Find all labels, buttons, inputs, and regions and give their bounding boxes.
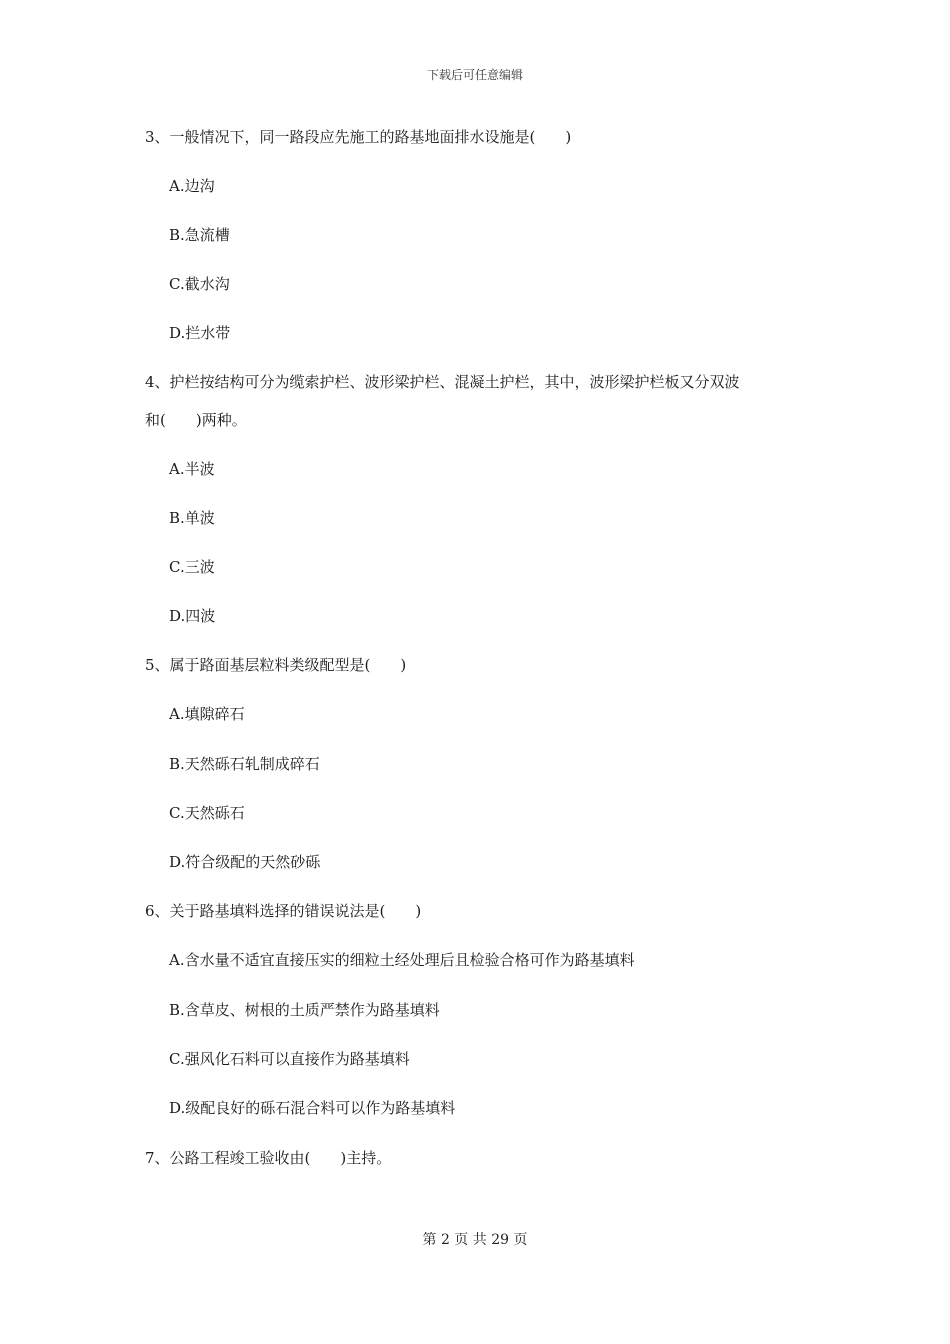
- question-6-stem: 6、关于路基填料选择的错误说法是( ): [145, 902, 422, 920]
- question-5-stem: 5、属于路面基层粒料类级配型是( ): [145, 656, 407, 674]
- question-3-option-a: A.边沟: [169, 177, 215, 195]
- question-4-stem-continued: 和( )两种。: [145, 411, 247, 429]
- question-6-option-d: D.级配良好的砾石混合料可以作为路基填料: [169, 1099, 456, 1117]
- question-5-option-d: D.符合级配的天然砂砾: [169, 853, 321, 871]
- question-5-option-b: B.天然砾石轧制成碎石: [169, 755, 320, 773]
- question-3-stem: 3、一般情况下，同一路段应先施工的路基地面排水设施是( ): [145, 128, 572, 146]
- page-header: 下载后可任意编辑: [426, 68, 523, 82]
- question-6-option-c: C.强风化石料可以直接作为路基填料: [169, 1050, 410, 1068]
- question-7-stem: 7、公路工程竣工验收由( )主持。: [145, 1149, 392, 1167]
- question-5-option-c: C.天然砾石: [169, 804, 245, 822]
- question-4-option-b: B.单波: [169, 509, 215, 527]
- question-3-option-c: C.截水沟: [169, 275, 230, 293]
- question-4-option-c: C.三波: [169, 558, 215, 576]
- question-6-option-a: A.含水量不适宜直接压实的细粒土经处理后且检验合格可作为路基填料: [169, 951, 635, 969]
- question-4-stem: 4、护栏按结构可分为缆索护栏、波形梁护栏、混凝土护栏，其中，波形梁护栏板又分双波: [145, 373, 740, 391]
- question-4-option-a: A.半波: [169, 460, 215, 478]
- question-3-option-b: B.急流槽: [169, 226, 230, 244]
- question-5-option-a: A.填隙碎石: [169, 705, 245, 723]
- question-3-option-d: D.拦水带: [169, 324, 231, 342]
- page-footer: 第 2 页 共 29 页: [422, 1232, 528, 1248]
- question-4-option-d: D.四波: [169, 607, 216, 625]
- question-6-option-b: B.含草皮、树根的土质严禁作为路基填料: [169, 1001, 440, 1019]
